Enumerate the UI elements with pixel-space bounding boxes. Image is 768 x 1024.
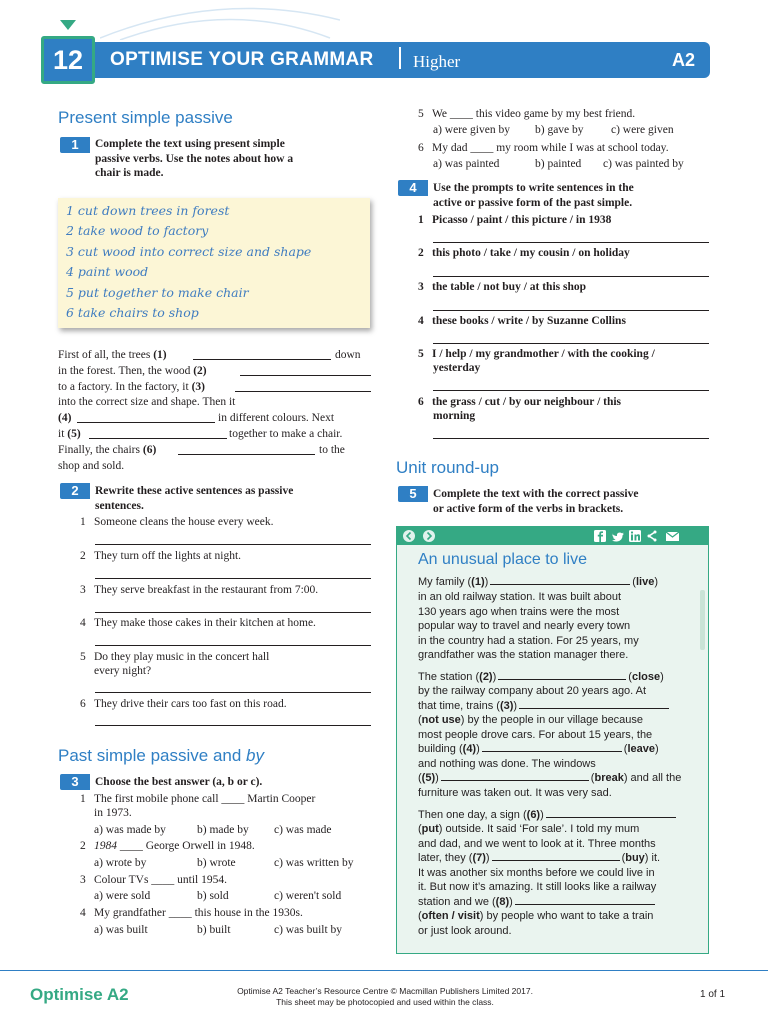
article-line: 130 years ago when trains were the most — [418, 606, 620, 618]
email-icon[interactable] — [666, 532, 679, 541]
gap-number: (2) — [193, 365, 207, 377]
text: Finally, the chairs — [58, 444, 143, 456]
text: by the people in our village because — [464, 714, 644, 726]
text: My family — [418, 576, 468, 588]
text: down — [335, 349, 361, 361]
prompt-text: yesterday — [433, 362, 481, 374]
prompt-text: morning — [433, 410, 476, 422]
facebook-icon[interactable] — [594, 530, 606, 542]
verb-prompt: break — [594, 772, 624, 784]
instr-line: Complete the text with the correct passive — [433, 488, 639, 500]
grade-label: A2 — [672, 50, 696, 70]
gap-line-4[interactable] — [77, 422, 215, 423]
article-line: popular way to travel and nearly every town — [418, 620, 631, 632]
instr-line: chair is made. — [95, 167, 164, 179]
book-title: 1984 — [94, 840, 117, 852]
text: and all the — [627, 772, 682, 784]
option-a[interactable]: a) were sold — [94, 890, 151, 902]
text: Then one day, a sign — [418, 809, 523, 821]
ex2-item-5 — [80, 650, 269, 665]
option-b[interactable]: b) built — [197, 924, 231, 936]
gap-number: (6) — [526, 809, 541, 821]
item-number: 4 — [80, 617, 86, 629]
answer-line[interactable] — [433, 242, 709, 243]
option-b[interactable]: b) made by — [197, 824, 249, 836]
ex3-question-2 — [80, 839, 255, 854]
article-line: in the country had a station. For 25 years, my — [418, 635, 639, 647]
gap-line-6[interactable] — [546, 809, 676, 818]
item-number: 4 — [418, 315, 424, 327]
prompt-text: this photo / take / my cousin / on holiday — [432, 247, 630, 259]
option-c[interactable]: c) were given — [611, 124, 674, 136]
level-label: Higher — [413, 52, 461, 71]
exercise-4-badge: 4 — [398, 180, 428, 196]
gap-number: (1) — [471, 576, 485, 588]
prompt-text: the table / not buy / at this shop — [432, 281, 587, 293]
text: by people who want to take a train — [483, 910, 654, 922]
note-item: 6 take chairs to shop — [66, 305, 199, 320]
gap-number: (5) — [67, 428, 81, 440]
article-line: most people drove cars. For about 15 years, the — [418, 729, 653, 741]
gap-line-5[interactable] — [89, 438, 227, 439]
prompt-text: these books / write / by Suzanne Collins — [432, 315, 626, 327]
gap-line-2[interactable] — [240, 375, 371, 376]
option-b[interactable]: b) gave by — [535, 124, 584, 136]
ex2-item-4 — [80, 616, 316, 631]
exercise-2-instructions — [95, 484, 365, 513]
option-c[interactable]: c) was written by — [274, 857, 354, 869]
article-line: It was another six months before we could live in — [418, 867, 655, 879]
section-title-past-simple-passive — [58, 746, 264, 766]
gap-line-6[interactable] — [178, 454, 315, 455]
gap-line-1[interactable] — [193, 359, 331, 360]
exercise-1-instructions — [95, 137, 365, 181]
linkedin-icon[interactable] — [629, 530, 641, 542]
option-c[interactable]: c) weren't sold — [274, 890, 342, 902]
answer-line[interactable] — [95, 544, 371, 545]
footer-brand: Optimise A2 — [30, 985, 129, 1004]
ex4-item-1 — [418, 213, 611, 228]
verb-prompt: close — [631, 671, 661, 683]
exercise-4-instructions — [433, 181, 713, 210]
text: it — [58, 428, 68, 440]
item-number: 2 — [418, 247, 424, 259]
item-text: They turn off the lights at night. — [94, 550, 242, 562]
article-line: ((5)) (break) and all the — [418, 772, 682, 784]
page-title: OPTIMISE YOUR GRAMMAR — [110, 49, 374, 70]
text: station and we — [418, 896, 492, 908]
ex3-question-3 — [80, 873, 227, 888]
article-line: (put) outside. It said ‘For sale’. I told my mum — [418, 823, 640, 835]
text: into the correct size and shape. Then it — [58, 396, 236, 408]
unit-marker-icon — [60, 20, 76, 30]
question-text: ____ George Orwell in 1948. — [117, 840, 255, 852]
ex3-question-4 — [80, 906, 303, 921]
gap-line-4[interactable] — [482, 743, 622, 752]
option-a[interactable]: a) were given by — [433, 124, 510, 136]
copyright-line: This sheet may be photocopied and used within the class. — [276, 997, 494, 1007]
item-number: 5 — [418, 348, 424, 360]
article-line: The station ((2)) (close) — [418, 671, 664, 683]
article-line: and dad, and we went to look at it. Three months — [418, 838, 656, 850]
twitter-icon[interactable] — [612, 533, 624, 542]
item-number: 2 — [80, 550, 86, 562]
answer-line[interactable] — [95, 612, 371, 613]
gap-number: (4) — [462, 743, 477, 755]
text: The station — [418, 671, 476, 683]
answer-line[interactable] — [95, 578, 371, 579]
ex3-question-6 — [418, 141, 669, 156]
note-item: 3 cut wood into correct size and shape — [66, 244, 312, 259]
gap-number: (1) — [153, 349, 167, 361]
forward-arrow-icon[interactable] — [423, 530, 435, 542]
item-number: 5 — [80, 651, 86, 663]
verb-prompt: live — [635, 576, 655, 588]
text: to the — [319, 444, 345, 456]
text: in the forest. Then, the wood — [58, 365, 194, 377]
answer-line[interactable] — [433, 343, 709, 344]
verb-prompt: often / visit — [421, 910, 480, 922]
option-c[interactable]: c) was built by — [274, 924, 343, 936]
item-text: every night? — [94, 665, 152, 677]
item-number: 4 — [80, 907, 86, 919]
ex4-item-4 — [418, 314, 626, 329]
unit-number: 12 — [41, 36, 95, 84]
share-icon[interactable] — [648, 531, 657, 542]
verb-prompt: put — [421, 823, 439, 835]
verb-prompt: not use — [421, 714, 461, 726]
item-number: 5 — [418, 108, 424, 120]
instr-line: Complete the text using present simple — [95, 138, 285, 150]
article-line: and nothing was done. The windows — [418, 758, 596, 770]
article-line: building ((4)) (leave) — [418, 743, 659, 755]
note-item: 5 put together to make chair — [66, 285, 249, 300]
gap-number: (4) — [58, 412, 72, 424]
article-line: (often / visit) by people who want to take a train — [418, 910, 654, 922]
ex4-item-6 — [418, 395, 621, 410]
instr-line: or active form of the verbs in brackets. — [433, 502, 624, 515]
prompt-text: I / help / my grandmother / with the cooking / — [432, 348, 655, 360]
gap-line-3[interactable] — [235, 391, 371, 392]
option-b[interactable]: b) wrote — [197, 857, 236, 869]
item-number: 6 — [418, 396, 424, 408]
article-scrollbar[interactable] — [700, 590, 705, 650]
item-number: 6 — [80, 698, 86, 710]
instr-line: Use the prompts to write sentences in the — [433, 182, 634, 194]
text: building — [418, 743, 459, 755]
ex4-item-3 — [418, 280, 586, 295]
text: shop and sold. — [58, 460, 125, 472]
item-number: 3 — [418, 281, 424, 293]
gap-line-3[interactable] — [519, 700, 669, 709]
ex3-question-1 — [80, 792, 380, 807]
item-number: 1 — [80, 793, 86, 805]
prompt-text: the grass / cut / by our neighbour / this — [432, 396, 622, 408]
exercise-3-badge: 3 — [60, 774, 90, 790]
instr-line: active or passive form of the past simple. — [433, 196, 633, 209]
gap-line-2[interactable] — [498, 671, 626, 680]
instr-line: sentences. — [95, 499, 144, 512]
item-text: Someone cleans the house every week. — [94, 516, 274, 528]
ex2-item-2 — [80, 549, 241, 564]
article-line: (not use) by the people in our village because — [418, 714, 644, 726]
gap-line-1[interactable] — [490, 576, 630, 585]
decorative-arcs — [100, 0, 340, 40]
gap-number: (3) — [499, 700, 514, 712]
question-text: in 1973. — [94, 807, 132, 819]
verb-prompt: leave — [627, 743, 655, 755]
gap-line-5[interactable] — [441, 772, 589, 781]
question-text: My grandfather ____ this house in the 1930s. — [94, 907, 303, 919]
text: outside. It said ‘For sale’. I told my mum — [442, 823, 640, 835]
gap-number: (7) — [472, 852, 486, 864]
ex4-item-2 — [418, 246, 630, 261]
footer-divider — [0, 970, 768, 971]
question-text: Colour TVs ____ until 1954. — [94, 874, 228, 886]
text: that time, trains — [418, 700, 497, 712]
copyright-line: Optimise A2 Teacher’s Resource Centre © Macmillan Publishers Limited 2017. — [237, 986, 533, 996]
ex2-item-6 — [80, 697, 287, 712]
instr-line: Rewrite these active sentences as passive — [95, 485, 294, 497]
answer-line[interactable] — [95, 725, 371, 726]
option-c[interactable]: c) was made — [274, 824, 332, 836]
prompt-text: Picasso / paint / this picture / in 1938 — [432, 214, 612, 226]
article-line: later, they ((7)) (buy) it. — [418, 852, 661, 864]
text: to a factory. In the factory, it — [58, 381, 192, 393]
gap-line-7[interactable] — [492, 852, 620, 861]
item-text: They serve breakfast in the restaurant from 7:00. — [94, 584, 319, 596]
option-a[interactable]: a) was built — [94, 924, 148, 936]
article-line: station and we ((8)) — [418, 895, 700, 910]
gap-line-8[interactable] — [515, 896, 655, 905]
answer-line[interactable] — [433, 276, 709, 277]
exercise-2-badge: 2 — [60, 483, 90, 499]
item-text: They drive their cars too fast on this road. — [94, 698, 287, 710]
article-line: that time, trains ((3)) — [418, 699, 700, 714]
gap-number: (8) — [495, 896, 510, 908]
ex3-question-5 — [418, 107, 635, 122]
answer-line[interactable] — [95, 645, 371, 646]
article-line: My family ((1)) (live) — [418, 576, 658, 588]
answer-line[interactable] — [433, 310, 709, 311]
answer-line[interactable] — [433, 438, 709, 439]
item-number: 2 — [80, 840, 86, 852]
text: together to make a chair. — [229, 428, 343, 440]
title-emphasis: by — [246, 746, 265, 765]
note-item: 4 paint wood — [66, 264, 149, 279]
item-text: Do they play music in the concert hall — [94, 651, 270, 663]
article-nav — [402, 529, 438, 543]
answer-line[interactable] — [433, 390, 709, 391]
article-line: or just look around. — [418, 925, 512, 937]
option-a[interactable]: a) was made by — [94, 824, 166, 836]
verb-prompt: buy — [625, 852, 645, 864]
section-title-unit-round-up: Unit round-up — [396, 458, 500, 477]
text: in different colours. Next — [218, 412, 335, 424]
gap-number: (5) — [421, 772, 436, 784]
question-text: We ____ this video game by my best friend. — [432, 108, 636, 120]
article-line: Then one day, a sign ((6)) — [418, 808, 700, 823]
article-line: furniture was taken out. It was very sad. — [418, 787, 612, 799]
item-number: 3 — [80, 584, 86, 596]
answer-line[interactable] — [95, 692, 371, 693]
article-line: grandfather was the station manager there. — [418, 649, 629, 661]
item-number: 1 — [80, 516, 86, 528]
question-text: The first mobile phone call ____ Martin Cooper — [94, 793, 316, 805]
ex2-item-3 — [80, 583, 318, 598]
item-number: 1 — [418, 214, 424, 226]
article-title: An unusual place to live — [418, 551, 587, 568]
option-b[interactable]: b) painted — [535, 158, 582, 170]
header-divider — [399, 47, 401, 69]
option-b[interactable]: b) sold — [197, 890, 229, 902]
gap-number: (2) — [479, 671, 493, 683]
text: later, they — [418, 852, 469, 864]
item-text: They make those cakes in their kitchen at home. — [94, 617, 316, 629]
instr-line: passive verbs. Use the notes about how a — [95, 152, 294, 165]
item-number: 6 — [418, 142, 424, 154]
text: First of all, the trees — [58, 349, 154, 361]
gap-number: (3) — [191, 381, 205, 393]
exercise-1-badge: 1 — [60, 137, 90, 153]
title-text: Past simple passive and — [58, 746, 247, 765]
gap-number: (6) — [142, 444, 157, 456]
option-a[interactable]: a) was painted — [433, 158, 500, 170]
article-line: it. But now it’s amazing. It still looks like a railway — [418, 881, 657, 893]
note-item: 1 cut down trees in forest — [66, 203, 230, 218]
exercise-3-instructions: Choose the best answer (a, b or c). — [95, 776, 263, 788]
section-title-present-simple-passive: Present simple passive — [58, 108, 233, 127]
ex2-item-1 — [80, 515, 273, 530]
article-line: in an old railway station. It was built about — [418, 591, 622, 603]
question-text: My dad ____ my room while I was at school today. — [432, 142, 669, 154]
ex4-item-5 — [418, 347, 655, 362]
option-a[interactable]: a) wrote by — [94, 857, 147, 869]
exercise-5-instructions — [433, 487, 713, 516]
article-line: by the railway company about 20 years ago. At — [418, 685, 647, 697]
share-icons — [593, 529, 683, 543]
note-item: 2 take wood to factory — [66, 223, 209, 238]
footer-copyright — [230, 986, 540, 1008]
option-c[interactable]: c) was painted by — [603, 158, 684, 170]
back-arrow-icon[interactable] — [403, 530, 415, 542]
notes-card — [58, 198, 370, 328]
item-number: 3 — [80, 874, 86, 886]
page-number: 1 of 1 — [700, 989, 726, 1000]
exercise-5-badge: 5 — [398, 486, 428, 502]
